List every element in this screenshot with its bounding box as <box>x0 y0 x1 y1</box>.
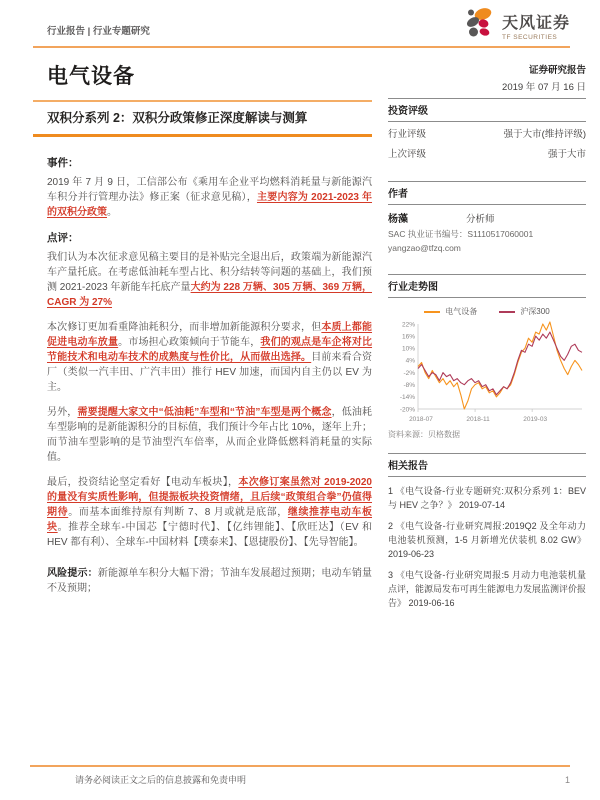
svg-text:-20%: -20% <box>399 406 415 414</box>
rating-value: 强于大市 <box>547 149 586 160</box>
page-footer <box>30 765 570 786</box>
svg-text:-8%: -8% <box>403 382 415 390</box>
report-item-1: 1 《电气设备-行业专题研究:双积分系列 1：BEV 与 HEV 之争？》 2019-07-14 <box>388 486 586 510</box>
trend-section <box>388 274 586 440</box>
legend-swatch <box>499 311 515 313</box>
comment-label: 点评： <box>47 232 79 244</box>
author-header: 作者 <box>388 182 586 205</box>
report-subtitle-band <box>33 100 372 137</box>
analyst-email: yangzao@tfzq.com <box>388 243 461 253</box>
legend-label: 沪深300 <box>520 307 550 316</box>
legend-item <box>499 306 549 317</box>
report-item-3: 3 《电气设备-行业研究周报:5 月动力电池装机量点评，能源局发布可再生能源电力发展监测评价报告》 2019-06-16 <box>388 570 587 608</box>
author-row <box>388 205 586 225</box>
rating-section <box>388 98 586 168</box>
analyst-role: 分析师 <box>466 214 495 225</box>
risk-paragraph: 风险提示：新能源单车积分大幅下滑；节油车发展超过预期；电动车销量不及预期； <box>47 568 373 594</box>
body-paragraph-1: 我们认为本次征求意见稿主要目的是补贴完全退出后，政策端为新能源汽车产量托底。在考虑低油耗车型占比、积分结转等问题的基础上，我们预测 2021-2023 年新能车托底产量大约为 228 万辆、305 万辆、369 万辆，CAGR 为 27% <box>47 252 372 308</box>
svg-text:22%: 22% <box>401 321 415 329</box>
rating-row-previous <box>388 142 586 168</box>
page-title: 电气设备 <box>47 65 135 88</box>
page-header <box>33 0 570 43</box>
trend-source: 资料来源：贝格数据 <box>388 430 460 439</box>
report-date: 2019 年 07 月 16 日 <box>502 82 586 93</box>
report-body <box>33 155 372 596</box>
svg-text:-14%: -14% <box>399 394 415 402</box>
page-number: 1 <box>564 774 570 785</box>
body-paragraph-3: 另外，需要提醒大家文中“低油耗”车型和“节油”车型是两个概念，低油耗车型影响的是新能源积分的目标值，我们预计今年占比 10%，逐年上升；而节油车型影响的是节油型汽车倍率，从而企业降低燃料消耗量的实际值。 <box>47 407 373 463</box>
rating-label: 上次评级 <box>388 149 427 160</box>
event-label: 事件： <box>47 157 79 169</box>
brand-subtitle: TF SECURITIES <box>501 34 558 41</box>
reports-section <box>388 453 586 610</box>
trend-chart <box>388 319 586 425</box>
body-paragraph-2: 本次修订更加看重降油耗积分，而非增加新能源积分要求，但本质上都能促进电动车放量。市场担心政策倾向于节能车，我们的观点是车企将对比节能技术和电动车技术的成熟度与性价比，从而做出选择。目前来看合资厂（类似一汽丰田、广汽丰田）推行 HEV 加速，而国内自主仍以 EV 为主。 <box>47 322 373 393</box>
report-type: 证券研究报告 <box>528 65 586 76</box>
author-section <box>388 181 586 261</box>
svg-text:10%: 10% <box>401 345 415 353</box>
analyst-cert: SAC 执业证书编号：S1110517060001 <box>388 229 534 239</box>
svg-text:4%: 4% <box>405 357 415 365</box>
svg-text:16%: 16% <box>401 333 415 341</box>
tf-securities-logo-icon <box>466 8 496 43</box>
brand-name: 天风证券 <box>501 15 570 32</box>
breadcrumb: 行业报告 | 行业专题研究 <box>47 26 150 37</box>
trend-legend <box>388 306 586 317</box>
report-item-2: 2 《电气设备-行业研究周报:2019Q2 及全年动力电池装机预测，1-5 月新增光伏装机 8.02 GW》 2019-06-23 <box>388 521 586 559</box>
body-paragraph-4: 最后，投资结论坚定看好【电动车板块】，本次修订案虽然对 2019-2020 的量没有实质性影响，但提振板块投资情绪，且后续“政策组合拳”仍值得期待。而基本面维持原有判断 7、8 月或就是底部，继续推荐电动车板块。推荐全球车-中国芯【宁德时代】、【亿纬锂能】、【欣旺达】（EV 和 HEV 都有利）、全球车-中国材料【璞泰来】、【恩捷股份】、【先导智能】。 <box>47 477 373 548</box>
sidebar <box>388 48 586 617</box>
svg-text:2019-03: 2019-03 <box>523 416 548 423</box>
svg-text:2018-07: 2018-07 <box>409 416 433 423</box>
brand-text <box>502 10 570 41</box>
rating-row-industry <box>388 122 586 142</box>
rating-header: 投资评级 <box>388 99 586 122</box>
legend-swatch <box>424 311 440 313</box>
svg-text:-2%: -2% <box>403 369 415 377</box>
footer-disclaimer: 请务必阅读正文之后的信息披露和免责申明 <box>75 775 247 785</box>
reports-header: 相关报告 <box>388 454 586 477</box>
event-paragraph: 2019 年 7 月 9 日，工信部公布《乘用车企业平均燃料消耗量与新能源汽车积分并行管理办法》修正案（征求意见稿），主要内容为 2021-2023 年的双积分政策。 <box>47 177 373 218</box>
legend-label: 电气设备 <box>445 307 478 316</box>
report-subtitle: 双积分系列 2：双积分政策修正深度解读与测算 <box>47 111 308 125</box>
rating-value: 强于大市(维持评级) <box>503 129 586 140</box>
rating-label: 行业评级 <box>388 129 427 140</box>
legend-item <box>424 306 477 317</box>
trend-header: 行业走势图 <box>388 275 586 298</box>
svg-text:2018-11: 2018-11 <box>466 416 490 423</box>
analyst-name: 杨藻 <box>388 214 408 225</box>
brand <box>466 8 570 43</box>
